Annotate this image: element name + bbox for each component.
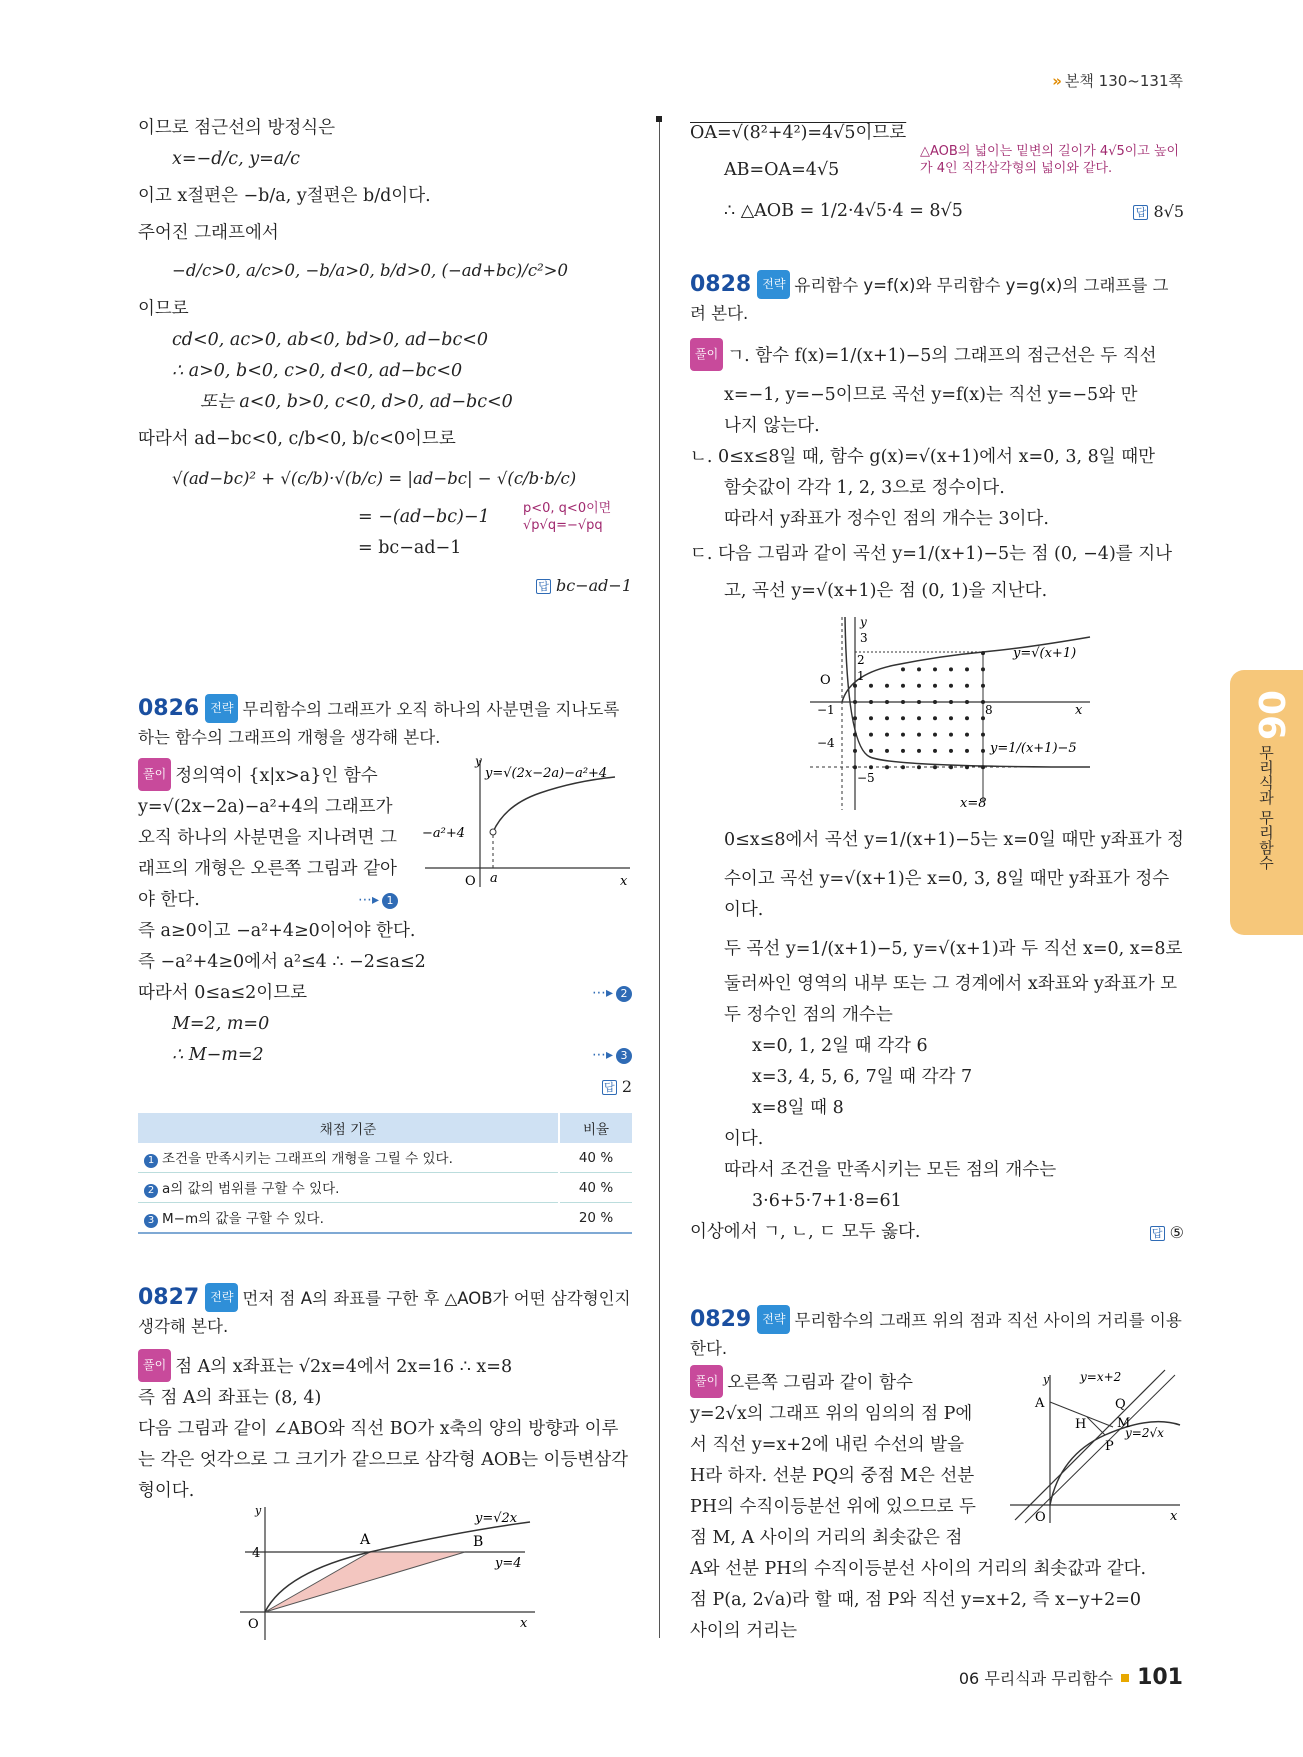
lattice-point — [853, 765, 857, 769]
solution-line: 두 정수인 점의 개수는 — [724, 1005, 893, 1025]
chapter-tab — [1230, 670, 1303, 935]
table-row: 2 a의 값의 범위를 구할 수 있다. 40 % — [138, 1173, 632, 1203]
lattice-point — [933, 749, 937, 753]
problem-number: 0827 — [138, 1285, 200, 1310]
answer-icon: 답 — [1133, 205, 1148, 220]
solution-line: 수이고 곡선 y=√(x+1)은 x=0, 3, 8일 때만 y좌표가 정수 — [724, 869, 1170, 889]
y-intercept-label: −a²+4 — [422, 826, 466, 841]
point-p-label: P — [1105, 1439, 1114, 1454]
lattice-point — [981, 733, 985, 737]
solution-line: 즉 점 A의 좌표는 (8, 4) — [138, 1388, 322, 1408]
strategy-text: 무리함수의 그래프 위의 점과 직선 사이의 거리를 이용한다. — [690, 1311, 1182, 1358]
lattice-point — [869, 700, 873, 704]
answer-row — [138, 570, 632, 601]
math-line: cd<0, ac>0, ab<0, bd>0, ad−bc<0 — [172, 330, 489, 350]
strategy-tag: 전략 — [205, 1283, 238, 1312]
math-line: −d/c>0, a/c>0, −b/a>0, b/d>0, (−ad+bc)/c²>0 — [172, 261, 569, 280]
solution-tag: 풀이 — [690, 1365, 723, 1398]
tick-2: 2 — [857, 653, 865, 667]
lattice-point — [901, 684, 905, 688]
margin-note: △AOB의 넓이는 밑변의 길이가 4√5이고 높이가 4인 직각삼각형의 넓이와 같다. — [920, 144, 1180, 176]
graph-0829 — [1005, 1365, 1185, 1525]
solution-line: 점 M, A 사이의 거리의 최솟값은 점 — [690, 1528, 963, 1548]
lattice-point — [981, 765, 985, 769]
solution-line: 이상에서 ㄱ, ㄴ, ㄷ 모두 옳다. 답 ⑤ — [690, 1217, 1184, 1248]
solution-line: 따라서 y좌표가 정수인 점의 개수는 3이다. — [724, 509, 1049, 529]
lattice-point — [933, 716, 937, 720]
lattice-point — [933, 733, 937, 737]
step-marker: ⋯▸ 3 — [592, 1040, 632, 1071]
scoring-table — [138, 1113, 632, 1234]
math-line: √(ad−bc)² + √(c/b)·√(b/c) = |ad−bc| − √(c/b·b/c) — [172, 469, 577, 488]
solution-line: A와 선분 PH의 수직이등분선 사이의 거리의 최솟값과 같다. — [690, 1559, 1147, 1579]
lattice-point — [933, 684, 937, 688]
lattice-point — [965, 765, 969, 769]
lattice-point — [949, 749, 953, 753]
text-line: 이므로 — [138, 299, 189, 319]
lattice-point — [853, 733, 857, 737]
line-label: y=x+2 — [1080, 1370, 1122, 1384]
point-b-label: B — [473, 1534, 484, 1550]
divider-marker — [656, 116, 662, 122]
solution-line: 야 한다. ⋯▸ 1 — [138, 885, 398, 916]
x8-label: x=8 — [960, 796, 987, 811]
lattice-point — [885, 733, 889, 737]
answer-icon: 답 — [536, 579, 551, 594]
solution-line: ㄷ. 다음 그림과 같이 곡선 y=1/(x+1)−5는 점 (0, −4)를 지나 — [690, 544, 1173, 564]
lattice-point — [885, 749, 889, 753]
tick-minus-4: −4 — [817, 736, 835, 750]
lattice-point — [917, 684, 921, 688]
problem-number: 0826 — [138, 696, 200, 721]
lattice-point — [853, 700, 857, 704]
reference-text: 본책 130~131쪽 — [1064, 72, 1183, 90]
page-footer — [959, 1665, 1183, 1690]
left-column-top — [138, 113, 632, 601]
solution-line: PH의 수직이등분선 위에 있으므로 두 — [690, 1497, 976, 1517]
lattice-point — [901, 700, 905, 704]
tick-1: 1 — [857, 669, 865, 683]
lattice-point — [949, 716, 953, 720]
answer-icon: 답 — [1150, 1226, 1165, 1241]
point-m-label: M — [1117, 1416, 1131, 1431]
solution-line: 사이의 거리는 — [690, 1621, 797, 1641]
problem-0827 — [138, 1283, 632, 1507]
answer: 답 2 — [602, 1071, 632, 1102]
table-header: 비율 — [559, 1113, 632, 1143]
lattice-point — [949, 733, 953, 737]
tick-minus-5: −5 — [857, 771, 875, 785]
lattice-point — [901, 749, 905, 753]
lattice-point — [917, 700, 921, 704]
lattice-point — [981, 684, 985, 688]
strategy-text: 무리함수의 그래프가 오직 하나의 사분면을 지나도록 하는 함수의 그래프의 개형을 생각해 본다. — [138, 700, 620, 747]
text-line: 따라서 ad−bc<0, c/b<0, b/c<0이므로 — [138, 429, 456, 449]
solution-line: 따라서 0≤a≤2이므로 ⋯▸ 2 — [138, 978, 632, 1009]
curve-label: y=2√x — [1125, 1426, 1164, 1440]
origin-label: O — [1035, 1510, 1046, 1525]
solution-line: 둘러싸인 영역의 내부 또는 그 경계에서 x좌표와 y좌표가 모 — [724, 974, 1178, 994]
strategy-block — [138, 1283, 632, 1341]
origin-label: O — [820, 673, 831, 688]
x-axis-label: x — [520, 1616, 528, 1631]
point-a-label: A — [1035, 1396, 1045, 1411]
page-reference — [1052, 70, 1183, 91]
chapter-number: 06 — [1250, 690, 1291, 741]
text-line: 주어진 그래프에서 — [138, 223, 279, 243]
strategy-tag: 전략 — [757, 1305, 790, 1334]
text-line: 이고 x절편은 −b/a, y절편은 b/d이다. — [138, 186, 431, 206]
solution-line: 풀이 점 A의 x좌표는 √2x=4에서 2x=16 ∴ x=8 — [138, 1349, 632, 1383]
step-marker: ⋯▸ 2 — [592, 978, 632, 1009]
lattice-point — [949, 667, 953, 671]
solution-line: x=0, 1, 2일 때 각각 6 — [752, 1036, 928, 1056]
problem-number: 0828 — [690, 272, 752, 297]
lattice-point — [917, 733, 921, 737]
footer-marker — [1121, 1674, 1129, 1682]
lattice-point — [917, 716, 921, 720]
sqrt-curve-label: y=√(x+1) — [1013, 646, 1077, 661]
answer: 답 ⑤ — [1150, 1217, 1184, 1248]
point-q-label: Q — [1115, 1397, 1126, 1412]
page-number: 101 — [1137, 1665, 1183, 1690]
lattice-point — [853, 749, 857, 753]
lattice-point — [933, 700, 937, 704]
problem-number: 0829 — [690, 1307, 752, 1332]
solution-line: x=3, 4, 5, 6, 7일 때 각각 7 — [752, 1067, 973, 1087]
tick-8: 8 — [985, 703, 993, 717]
answer: 답 8√5 — [1133, 196, 1184, 227]
answer: 답 bc−ad−1 — [536, 570, 632, 601]
solution-tag: 풀이 — [690, 338, 723, 371]
lattice-point — [933, 667, 937, 671]
lattice-point — [901, 733, 905, 737]
lattice-point — [965, 667, 969, 671]
solution-line: 서 직선 y=x+2에 내린 수선의 발을 — [690, 1435, 964, 1455]
solution-line: M=2, m=0 — [172, 1014, 270, 1034]
tick-3: 3 — [860, 631, 868, 645]
four-label: 4 — [252, 1546, 261, 1561]
solution-line: 래프의 개형은 오른쪽 그림과 같아 — [138, 859, 397, 879]
solution-line-with-note: AB=OA=4√5 △AOB의 넓이는 밑변의 길이가 4√5이고 높이가 4인 직각삼각형의 넓이와 같다. — [724, 144, 1180, 180]
lattice-point — [869, 684, 873, 688]
graph-0827 — [230, 1502, 540, 1642]
margin-note: p<0, q<0이면 √p√q=−√pq — [523, 501, 612, 533]
lattice-point — [869, 749, 873, 753]
x-axis-label: x — [620, 874, 628, 889]
math-text: = −(ad−bc)−1 — [358, 507, 490, 527]
solution-line: 3·6+5·7+1·8=61 — [752, 1191, 902, 1211]
lattice-point — [949, 765, 953, 769]
strategy-tag: 전략 — [757, 270, 790, 299]
strategy-block — [138, 694, 632, 752]
solution-line: y=√(2x−2a)−a²+4의 그래프가 — [138, 797, 393, 817]
lattice-point — [981, 749, 985, 753]
problem-0828-continued — [690, 825, 1184, 1248]
step-marker: ⋯▸ 1 — [358, 885, 398, 916]
lattice-point — [853, 684, 857, 688]
lattice-points — [853, 651, 985, 769]
graph-0826 — [420, 755, 635, 890]
lattice-point — [853, 716, 857, 720]
lattice-point — [981, 667, 985, 671]
y-axis-label: y — [475, 755, 482, 768]
column-divider — [659, 118, 660, 1638]
table-row: 1 조건을 만족시키는 그래프의 개형을 그릴 수 있다. 40 % — [138, 1143, 632, 1173]
math-line: 또는 a<0, b>0, c<0, d>0, ad−bc<0 — [200, 392, 513, 412]
lattice-point — [885, 684, 889, 688]
lattice-point — [869, 716, 873, 720]
y-axis-label: y — [255, 1504, 262, 1517]
solution-line: ∴ △AOB = 1/2·4√5·4 = 8√5 답 8√5 — [690, 196, 1184, 227]
solution-line: 풀이 정의역이 {x|x>a}인 함수 — [138, 758, 632, 792]
solution-line: OA=√(8²+4²)=4√5이므로 — [690, 123, 907, 143]
double-chevron-icon: » — [1052, 72, 1059, 90]
a-label: a — [490, 871, 498, 886]
strategy-tag: 전략 — [205, 694, 238, 723]
lattice-point — [869, 765, 873, 769]
graph-0828 — [805, 612, 1095, 812]
point-a-label: A — [360, 1532, 371, 1548]
problem-0828 — [690, 270, 1184, 607]
answer-icon: 답 — [602, 1080, 617, 1095]
lattice-point — [885, 700, 889, 704]
footer-chapter: 06 무리식과 무리함수 — [958, 1669, 1114, 1688]
math-line: = bc−ad−1 — [358, 538, 462, 558]
math-line: x=−d/c, y=a/c — [172, 149, 300, 169]
solution-line: 즉 a≥0이고 −a²+4≥0이어야 한다. — [138, 921, 416, 941]
lattice-point — [885, 765, 889, 769]
lattice-point — [917, 749, 921, 753]
lattice-point — [901, 765, 905, 769]
text-line: 이므로 점근선의 방정식은 — [138, 118, 336, 138]
solution-paragraph: 다음 그림과 같이 ∠ABO와 직선 BO가 x축의 양의 방향과 이루는 각은 엇각으로 그 크기가 같으므로 삼각형 AOB는 이등변삼각형이다. — [138, 1419, 629, 1501]
solution-line: y=2√x의 그래프 위의 임의의 점 P에 — [690, 1404, 973, 1424]
lattice-point — [933, 765, 937, 769]
tick-minus-1: −1 — [817, 703, 835, 717]
strategy-block — [690, 270, 1184, 328]
solution-tag: 풀이 — [138, 758, 171, 791]
curve-label: y=√(2x−2a)−a²+4 — [485, 766, 608, 781]
line-label: y=4 — [495, 1556, 522, 1571]
solution-line: x=−1, y=−5이므로 곡선 y=f(x)는 직선 y=−5와 만 — [724, 385, 1138, 405]
solution-line: x=8일 때 8 — [752, 1098, 844, 1118]
lattice-point — [965, 733, 969, 737]
solution-line: 나지 않는다. — [724, 416, 820, 436]
solution-line: 오직 하나의 사분면을 지나려면 그 — [138, 828, 397, 848]
answer-row — [138, 1071, 632, 1102]
strategy-block — [690, 1305, 1184, 1363]
lattice-point — [965, 700, 969, 704]
lattice-point — [965, 716, 969, 720]
rational-curve-label: y=1/(x+1)−5 — [990, 741, 1077, 756]
problem-0827-continued — [690, 118, 1184, 227]
solution-line: 점 P(a, 2√a)라 할 때, 점 P와 직선 y=x+2, 즉 x−y+2=0 — [690, 1590, 1142, 1610]
solution-line: ∴ M−m=2 ⋯▸ 3 — [138, 1040, 632, 1071]
y-axis-label: y — [860, 615, 867, 629]
math-line: ∴ a>0, b<0, c>0, d<0, ad−bc<0 — [172, 361, 463, 381]
solution-line: 고, 곡선 y=√(x+1)은 점 (0, 1)을 지난다. — [724, 581, 1048, 601]
chapter-title: 무리식과 무리함수 — [1257, 745, 1275, 870]
origin-label: O — [248, 1617, 259, 1632]
lattice-point — [949, 684, 953, 688]
solution-line: 이다. — [724, 900, 764, 920]
lattice-point — [917, 765, 921, 769]
solution-line: 풀이 오른쪽 그림과 같이 함수 — [690, 1365, 1184, 1399]
lattice-point — [981, 651, 985, 655]
solution-line: 두 곡선 y=1/(x+1)−5, y=√(x+1)과 두 직선 x=0, x=8로 — [724, 939, 1183, 959]
table-header: 채점 기준 — [138, 1113, 559, 1143]
origin-label: O — [465, 874, 476, 889]
solution-line: 0≤x≤8에서 곡선 y=1/(x+1)−5는 x=0일 때만 y좌표가 정 — [724, 830, 1184, 850]
lattice-point — [917, 667, 921, 671]
lattice-point — [965, 684, 969, 688]
solution-line: H라 하자. 선분 PQ의 중점 M은 선분 — [690, 1466, 975, 1486]
solution-line: 즉 −a²+4≥0에서 a²≤4 ∴ −2≤a≤2 — [138, 952, 426, 972]
lattice-point — [901, 667, 905, 671]
lattice-point — [901, 716, 905, 720]
x-axis-label: x — [1075, 703, 1083, 718]
lattice-point — [885, 716, 889, 720]
lattice-point — [869, 733, 873, 737]
math-line-with-note — [138, 502, 632, 533]
solution-line: ㄴ. 0≤x≤8일 때, 함수 g(x)=√(x+1)에서 x=0, 3, 8일 때만 — [690, 447, 1156, 467]
lattice-point — [949, 700, 953, 704]
solution-line: 풀이 ㄱ. 함수 f(x)=1/(x+1)−5의 그래프의 점근선은 두 직선 — [690, 338, 1184, 372]
table-row: 3 M−m의 값을 구할 수 있다. 20 % — [138, 1203, 632, 1234]
solution-line: 따라서 조건을 만족시키는 모든 점의 개수는 — [724, 1160, 1057, 1180]
x-axis-label: x — [1170, 1509, 1178, 1524]
lattice-point — [965, 749, 969, 753]
point-h-label: H — [1075, 1417, 1087, 1432]
strategy-text: 유리함수 y=f(x)와 무리함수 y=g(x)의 그래프를 그려 본다. — [690, 276, 1169, 323]
strategy-text: 먼저 점 A의 좌표를 구한 후 △AOB가 어떤 삼각형인지 생각해 본다. — [138, 1289, 631, 1336]
y-axis-label: y — [1043, 1373, 1050, 1386]
solution-line: 함숫값이 각각 1, 2, 3으로 정수이다. — [724, 478, 1005, 498]
solution-tag: 풀이 — [138, 1349, 171, 1382]
solution-line: 이다. — [724, 1129, 764, 1149]
curve-label: y=√2x — [475, 1511, 518, 1526]
